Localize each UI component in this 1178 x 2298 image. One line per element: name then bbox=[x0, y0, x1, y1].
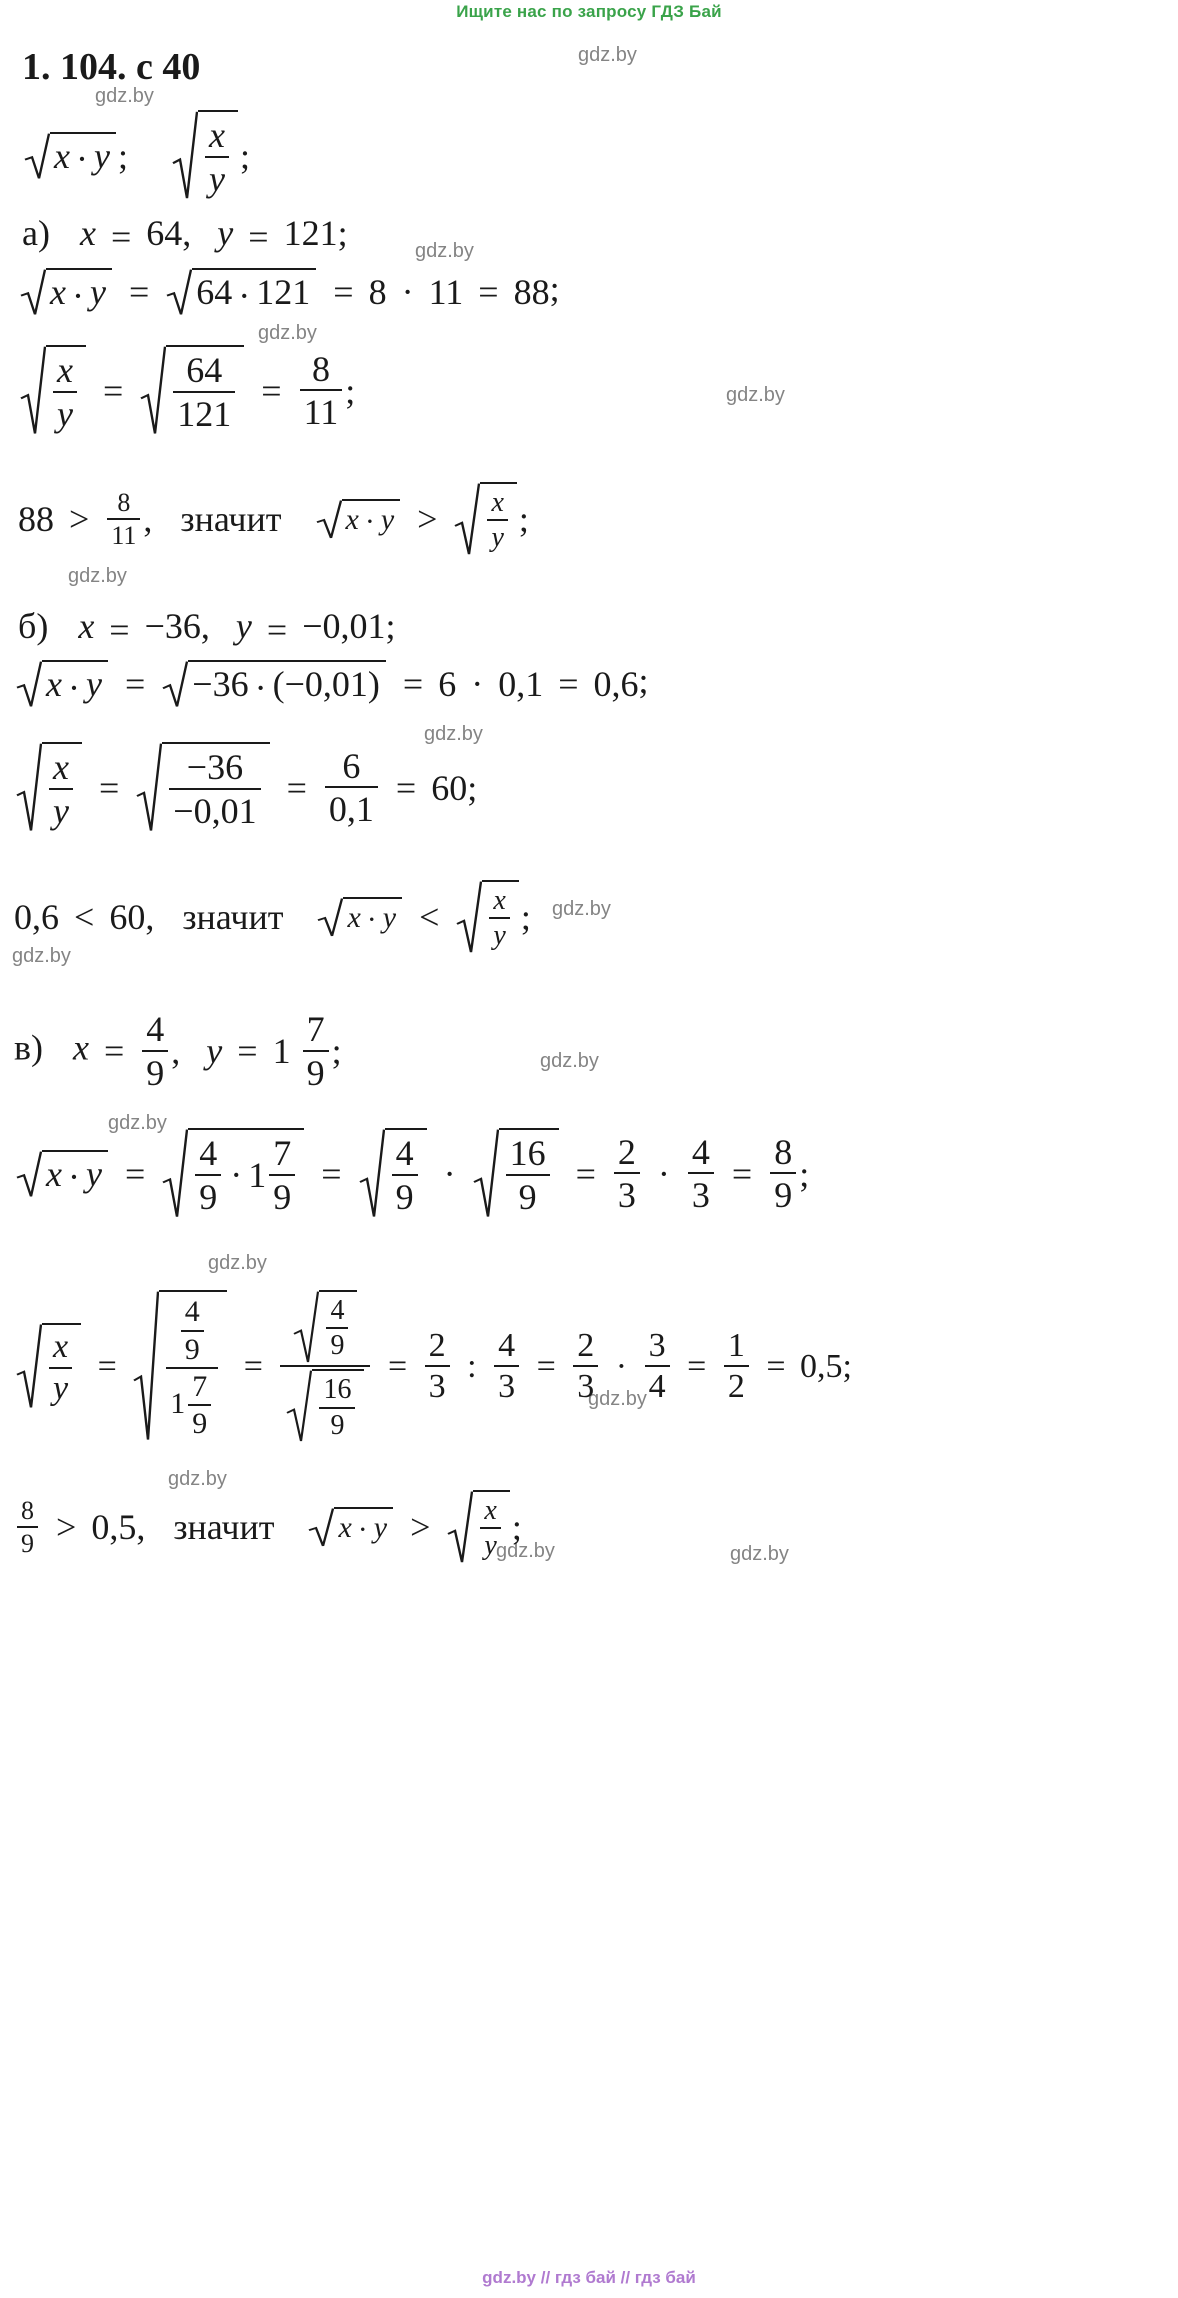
radical-product bbox=[308, 1507, 393, 1548]
denominator: 0,1 bbox=[325, 786, 378, 829]
radical-sign-icon bbox=[473, 1128, 499, 1220]
division-colon: : bbox=[467, 1347, 477, 1385]
denominator: 9 bbox=[326, 1327, 348, 1361]
watermark: gdz.by bbox=[95, 85, 154, 107]
denominator bbox=[280, 1365, 370, 1443]
value-01: 0,1 bbox=[498, 664, 544, 705]
radical-quotient bbox=[456, 880, 518, 954]
comma: , bbox=[171, 1031, 181, 1072]
denominator: 9 bbox=[770, 1172, 796, 1215]
radical-sign-icon bbox=[133, 1290, 159, 1444]
radical-sign-icon bbox=[166, 268, 192, 317]
denominator: y bbox=[53, 391, 77, 434]
radical-quotient bbox=[172, 110, 238, 202]
radical-4-9 bbox=[359, 1128, 427, 1220]
numerator: 3 bbox=[648, 1326, 666, 1364]
equals: = bbox=[97, 1347, 117, 1385]
radical-sign-icon bbox=[140, 345, 166, 437]
value-y: −0,01 bbox=[302, 606, 386, 646]
radical-sign-icon bbox=[359, 1128, 385, 1220]
semicolon: ; bbox=[638, 660, 649, 701]
denominator: 121 bbox=[173, 391, 235, 434]
var-x: x bbox=[347, 900, 361, 934]
numerator: x bbox=[208, 115, 225, 155]
value-121: 121 bbox=[256, 272, 311, 312]
radical-quotient bbox=[454, 482, 516, 556]
less-than: < bbox=[419, 897, 440, 938]
semicolon: ; bbox=[511, 1507, 522, 1548]
radical-sign-icon bbox=[454, 482, 480, 556]
greater-than: > bbox=[410, 1507, 431, 1548]
radical-product bbox=[16, 1150, 108, 1199]
var-y: y bbox=[85, 664, 102, 704]
radical-sign-icon bbox=[293, 1290, 319, 1364]
radical-complex-fraction bbox=[133, 1290, 227, 1444]
dot-operator: · bbox=[364, 504, 375, 538]
fraction-1-2 bbox=[724, 1328, 749, 1406]
var-y: y bbox=[382, 900, 397, 934]
radical-sign-icon bbox=[20, 268, 46, 317]
dot-operator: · bbox=[75, 139, 88, 180]
watermark: gdz.by bbox=[588, 1388, 647, 1410]
var-y: y bbox=[93, 135, 110, 176]
equals: = bbox=[124, 1153, 146, 1194]
part-a-quotient-line bbox=[18, 345, 355, 437]
numerator: 4 bbox=[330, 1295, 345, 1326]
dot-operator: · bbox=[443, 1153, 456, 1194]
denominator: 3 bbox=[494, 1365, 519, 1406]
numerator: x bbox=[53, 1328, 69, 1366]
radical-quotient bbox=[447, 1490, 509, 1564]
dot-operator: · bbox=[67, 1157, 80, 1198]
semicolon: ; bbox=[549, 268, 560, 309]
equals: = bbox=[237, 1031, 258, 1072]
comma: , bbox=[143, 499, 153, 540]
value-6: 6 bbox=[438, 664, 457, 705]
part-a-given bbox=[22, 215, 348, 255]
fraction-radicals bbox=[280, 1290, 370, 1444]
comma: , bbox=[200, 606, 210, 646]
fraction-8-9 bbox=[17, 1497, 38, 1558]
radical-sign-icon bbox=[16, 1150, 42, 1199]
denominator: y bbox=[487, 519, 507, 553]
comma: , bbox=[145, 897, 155, 938]
radical-sign-icon bbox=[316, 499, 342, 540]
denominator: y bbox=[480, 1527, 500, 1561]
watermark: gdz.by bbox=[258, 322, 317, 344]
part-c-product-line bbox=[14, 1128, 809, 1220]
equals: = bbox=[103, 1031, 125, 1072]
denominator: 9 bbox=[195, 1174, 221, 1217]
equals: = bbox=[687, 1347, 707, 1385]
radical-sign-icon bbox=[16, 1323, 42, 1410]
numerator: 8 bbox=[774, 1131, 793, 1172]
var-x: x bbox=[46, 664, 62, 704]
whole-part: 1 bbox=[170, 1386, 186, 1420]
var-x: x bbox=[46, 1153, 62, 1194]
numerator: 2 bbox=[577, 1326, 595, 1364]
radical-sign-icon bbox=[16, 742, 42, 834]
fraction-4-3 bbox=[688, 1133, 714, 1216]
fraction-2-3 bbox=[425, 1328, 450, 1406]
semicolon: ; bbox=[385, 606, 396, 646]
part-b-label: б) bbox=[18, 606, 49, 646]
part-b-given bbox=[18, 608, 396, 648]
radical-sign-icon bbox=[308, 1507, 334, 1548]
semicolon: ; bbox=[467, 767, 478, 808]
value-05: 0,5 bbox=[91, 1507, 137, 1548]
numerator: 1 bbox=[727, 1326, 745, 1364]
radical-sign-icon bbox=[317, 897, 343, 938]
watermark: gdz.by bbox=[424, 723, 483, 745]
radical-sign-icon bbox=[162, 1128, 188, 1220]
watermark: gdz.by bbox=[168, 1468, 227, 1490]
dot-operator: · bbox=[366, 902, 377, 936]
part-c-conclusion bbox=[14, 1490, 522, 1564]
fraction-2-3 bbox=[614, 1133, 640, 1216]
equals: = bbox=[333, 272, 354, 313]
denominator: 11 bbox=[107, 518, 140, 550]
denominator: 3 bbox=[425, 1365, 450, 1406]
denominator: 3 bbox=[688, 1172, 714, 1215]
fraction-3-4 bbox=[645, 1328, 670, 1406]
value-x: 64 bbox=[146, 213, 183, 253]
denominator: y bbox=[205, 156, 229, 199]
equals: = bbox=[558, 664, 579, 705]
numerator: 6 bbox=[342, 745, 361, 786]
denominator: 9 bbox=[181, 1330, 204, 1366]
radical-sign-icon bbox=[286, 1369, 312, 1443]
dot-operator: · bbox=[238, 275, 251, 316]
watermark: gdz.by bbox=[726, 384, 785, 406]
var-y: y bbox=[217, 213, 234, 253]
denominator: 9 bbox=[392, 1174, 418, 1217]
denominator: 9 bbox=[17, 1526, 38, 1558]
top-promo-banner: Ищите нас по запросу ГДЗ Бай bbox=[456, 2, 722, 21]
word-znachit: значит bbox=[182, 897, 284, 938]
numerator: 8 bbox=[117, 487, 131, 517]
numerator: −36 bbox=[186, 747, 244, 787]
equals: = bbox=[731, 1153, 753, 1194]
numerator: 7 bbox=[192, 1369, 208, 1403]
numerator: 16 bbox=[509, 1133, 546, 1173]
denominator: y bbox=[489, 917, 509, 951]
watermark: gdz.by bbox=[496, 1540, 555, 1562]
equals: = bbox=[321, 1153, 342, 1194]
numerator: x bbox=[491, 487, 504, 518]
fraction-6-01 bbox=[325, 747, 378, 830]
denominator: 11 bbox=[300, 389, 343, 432]
denominator: 4 bbox=[645, 1365, 670, 1406]
equals: = bbox=[387, 1347, 408, 1385]
equals: = bbox=[766, 1347, 786, 1385]
fraction-8-9 bbox=[770, 1133, 796, 1216]
dot-operator: · bbox=[357, 1512, 368, 1546]
denominator bbox=[166, 1367, 218, 1441]
value-88: 88 bbox=[513, 272, 550, 313]
equals: = bbox=[98, 767, 120, 808]
fraction-8-11 bbox=[300, 350, 343, 433]
semicolon: ; bbox=[799, 1153, 810, 1194]
fraction-7-9 bbox=[303, 1010, 329, 1093]
numerator: 4 bbox=[691, 1131, 710, 1172]
word-znachit: значит bbox=[180, 499, 282, 540]
watermark: gdz.by bbox=[68, 565, 127, 587]
part-c-label: в) bbox=[14, 1027, 43, 1068]
denominator: 9 bbox=[142, 1050, 168, 1093]
fraction-8-11 bbox=[107, 489, 140, 550]
numerator: 4 bbox=[395, 1133, 414, 1173]
denominator: 9 bbox=[303, 1050, 329, 1093]
radical-sign-icon bbox=[24, 132, 50, 181]
comma: , bbox=[136, 1507, 146, 1548]
word-znachit: значит bbox=[173, 1507, 275, 1548]
var-y: y bbox=[206, 1031, 223, 1072]
radical-sign-icon bbox=[20, 345, 46, 437]
denominator: 3 bbox=[573, 1365, 598, 1406]
whole-part: 1 bbox=[272, 1031, 291, 1072]
radical-numeric-fraction bbox=[140, 345, 244, 437]
equals: = bbox=[395, 767, 417, 808]
var-y: y bbox=[89, 272, 106, 312]
value-64: 64 bbox=[196, 272, 233, 312]
numerator: x bbox=[484, 1495, 497, 1526]
radical-mixed-product bbox=[162, 1128, 304, 1220]
radical-product bbox=[317, 897, 402, 938]
denominator: 9 bbox=[188, 1404, 211, 1440]
semicolon: ; bbox=[331, 1031, 342, 1072]
radical-product bbox=[316, 499, 401, 540]
denominator: 3 bbox=[614, 1172, 640, 1215]
var-x: x bbox=[73, 1027, 89, 1068]
part-b-conclusion bbox=[14, 880, 531, 954]
dot-operator: · bbox=[471, 664, 484, 705]
numerator: 8 bbox=[311, 348, 330, 389]
semicolon: ; bbox=[842, 1347, 852, 1385]
greater-than: > bbox=[417, 499, 438, 540]
radical-numeric: −36 · (−0,01) bbox=[162, 660, 386, 709]
semicolon: ; bbox=[345, 370, 356, 411]
bottom-promo-banner: gdz.by // гдз бай // гдз бай bbox=[482, 2268, 696, 2287]
part-a-label: а) bbox=[22, 213, 50, 253]
radical-sign-icon bbox=[456, 880, 482, 954]
watermark: gdz.by bbox=[208, 1252, 267, 1274]
radical-quotient bbox=[16, 742, 82, 834]
dot-operator: · bbox=[67, 667, 80, 708]
watermark: gdz.by bbox=[540, 1050, 599, 1072]
equals: = bbox=[243, 1347, 263, 1385]
value-60: 60 bbox=[431, 767, 468, 808]
denominator: 9 bbox=[506, 1174, 550, 1217]
numerator: x bbox=[493, 885, 506, 916]
equals: = bbox=[102, 370, 124, 411]
watermark: gdz.by bbox=[108, 1112, 167, 1134]
denominator: 9 bbox=[319, 1407, 355, 1441]
var-x: x bbox=[50, 272, 66, 312]
exercise-title: 1. 104. с 40 bbox=[22, 46, 201, 88]
var-y: y bbox=[85, 1153, 102, 1194]
watermark: gdz.by bbox=[578, 44, 637, 66]
dot-operator: · bbox=[254, 667, 267, 708]
denominator: 2 bbox=[724, 1365, 749, 1406]
denominator: −0,01 bbox=[169, 788, 260, 831]
radical-sign-icon bbox=[16, 660, 42, 709]
less-than: < bbox=[74, 897, 95, 938]
numerator: 64 bbox=[186, 350, 223, 390]
numerator bbox=[166, 1296, 218, 1367]
var-x: x bbox=[345, 502, 359, 536]
numerator: 16 bbox=[323, 1374, 352, 1406]
radical-sign-icon bbox=[162, 660, 188, 709]
dot-operator: · bbox=[230, 1155, 243, 1196]
dot-operator: · bbox=[71, 275, 84, 316]
numerator: 4 bbox=[146, 1009, 165, 1049]
equals: = bbox=[248, 216, 269, 257]
part-a-product-line bbox=[18, 268, 560, 317]
equals: = bbox=[286, 767, 307, 808]
equals: = bbox=[124, 664, 146, 705]
equals: = bbox=[109, 609, 130, 650]
watermark: gdz.by bbox=[415, 240, 474, 262]
value-06: 0,6 bbox=[14, 897, 59, 938]
comma: , bbox=[182, 213, 192, 253]
part-c-quotient-line bbox=[14, 1290, 852, 1444]
part-b-quotient-line bbox=[14, 742, 477, 834]
radical-sign-icon bbox=[136, 742, 162, 834]
numerator: x bbox=[53, 747, 69, 787]
value-06: 0,6 bbox=[593, 664, 639, 705]
semicolon: ; bbox=[520, 897, 531, 938]
value-minus36: −36 bbox=[192, 664, 249, 704]
equals: = bbox=[575, 1153, 596, 1194]
numerator: x bbox=[57, 350, 73, 390]
var-x: x bbox=[79, 213, 96, 253]
radical-quotient bbox=[16, 1323, 81, 1410]
var-x: x bbox=[78, 606, 95, 646]
semicolon: ; bbox=[117, 135, 128, 176]
radical-4-9 bbox=[293, 1290, 357, 1364]
radical-product bbox=[20, 268, 112, 317]
radical-16-9 bbox=[286, 1369, 364, 1443]
part-b-product-line bbox=[14, 660, 649, 709]
numerator: 2 bbox=[617, 1131, 636, 1172]
fraction-x-over-y bbox=[205, 116, 229, 199]
numerator: 8 bbox=[21, 1495, 34, 1525]
numerator: 2 bbox=[428, 1326, 446, 1364]
whole-part: 1 bbox=[248, 1155, 267, 1196]
problem-statement bbox=[22, 110, 250, 202]
watermark: gdz.by bbox=[12, 945, 71, 967]
value-8: 8 bbox=[368, 272, 387, 313]
var-y: y bbox=[235, 606, 252, 646]
numerator bbox=[280, 1290, 370, 1365]
watermark: gdz.by bbox=[730, 1543, 789, 1565]
radical-numeric-fraction bbox=[136, 742, 269, 834]
value-88: 88 bbox=[18, 499, 54, 540]
value-x: −36 bbox=[144, 606, 201, 646]
numerator: 4 bbox=[498, 1326, 516, 1364]
value-minus001: −0,01 bbox=[284, 664, 368, 704]
semicolon: ; bbox=[337, 213, 348, 253]
equals: = bbox=[402, 664, 424, 705]
dot-operator: · bbox=[657, 1153, 670, 1194]
part-a-conclusion bbox=[18, 482, 529, 556]
denominator: y bbox=[49, 1367, 72, 1408]
radical-16-9 bbox=[473, 1128, 559, 1220]
radical-sign-icon bbox=[447, 1490, 473, 1564]
equals: = bbox=[266, 609, 288, 650]
numerator: 4 bbox=[184, 1295, 200, 1329]
equals: = bbox=[128, 272, 150, 313]
radical-product bbox=[24, 132, 116, 181]
var-x: x bbox=[54, 135, 70, 176]
radical-product bbox=[16, 660, 108, 709]
equals: = bbox=[261, 370, 282, 411]
numerator: 4 bbox=[199, 1133, 218, 1173]
equals: = bbox=[478, 272, 499, 313]
equals: = bbox=[110, 216, 132, 257]
greater-than: > bbox=[56, 1507, 77, 1548]
equals: = bbox=[536, 1347, 556, 1385]
var-x: x bbox=[338, 1510, 352, 1544]
radical-numeric bbox=[166, 268, 316, 317]
value-05: 0,5 bbox=[800, 1347, 843, 1385]
fraction-2-3 bbox=[573, 1328, 598, 1406]
fraction-4-9 bbox=[142, 1010, 168, 1093]
semicolon: ; bbox=[518, 499, 529, 540]
denominator: 9 bbox=[269, 1174, 295, 1217]
numerator: 7 bbox=[273, 1133, 292, 1173]
value-11: 11 bbox=[428, 272, 464, 313]
value-y: 121 bbox=[283, 213, 338, 253]
radical-quotient bbox=[20, 345, 86, 437]
var-y: y bbox=[373, 1510, 388, 1544]
greater-than: > bbox=[69, 499, 90, 540]
var-y: y bbox=[380, 502, 395, 536]
dot-operator: · bbox=[615, 1347, 628, 1385]
watermark: gdz.by bbox=[552, 898, 611, 920]
fraction-4-3 bbox=[494, 1328, 519, 1406]
radical-sign-icon bbox=[172, 110, 198, 202]
denominator: y bbox=[49, 788, 73, 831]
value-60: 60 bbox=[109, 897, 146, 938]
semicolon: ; bbox=[239, 135, 250, 176]
part-c-given bbox=[14, 1010, 342, 1093]
dot-operator: · bbox=[401, 272, 414, 313]
numerator: 7 bbox=[306, 1009, 325, 1049]
